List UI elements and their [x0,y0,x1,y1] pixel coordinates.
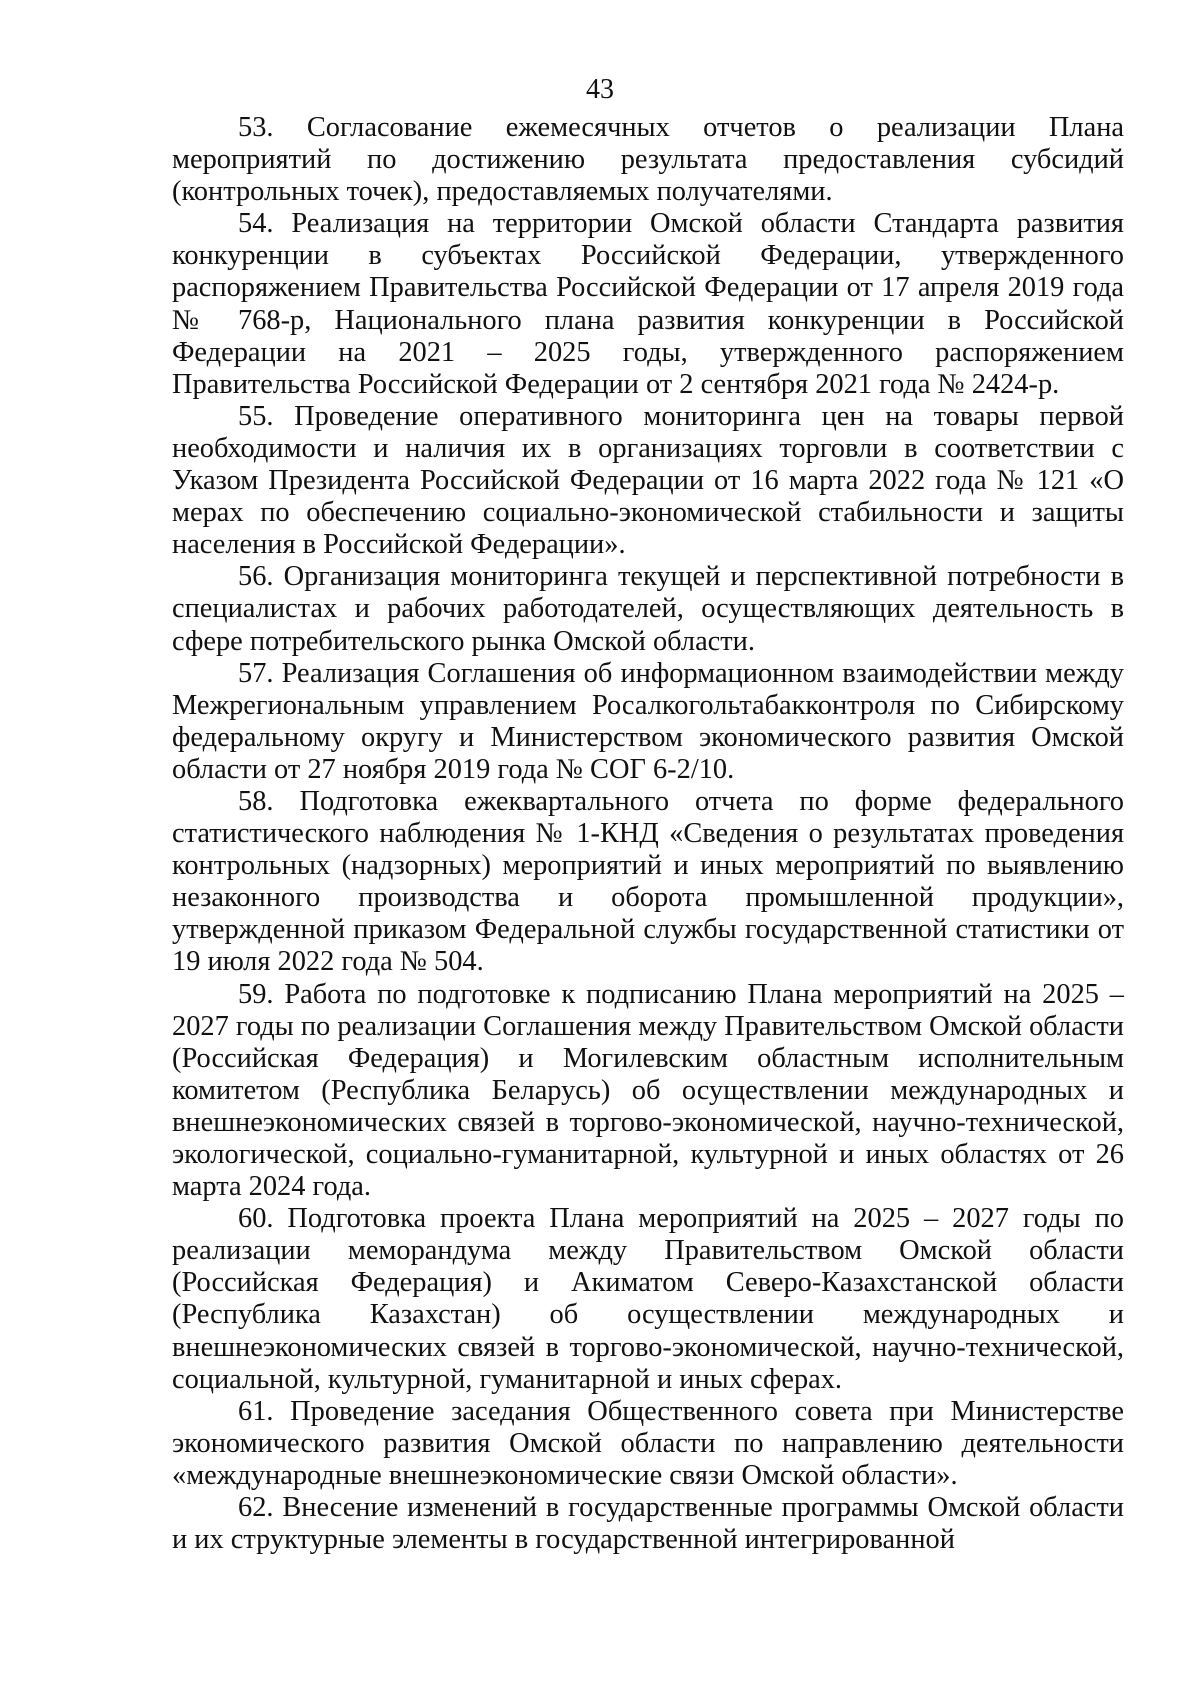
paragraph-54: 54. Реализация на территории Омской области Стандарта развития конкуренции в субъектах Российской Федерации, утвержденного распоряжением Правительства Российской Федерации от 17 апреля 2019 года № 768-р, Национального плана развития конкуренции в Российской Федерации на 2021 – 2025 годы, утвержденного распоряжением Правительства Российской Федерации от 2 сентября 2021 года № 2424-р. [172,208,1124,400]
paragraph-59: 59. Работа по подготовке к подписанию Плана мероприятий на 2025 – 2027 годы по реализации Соглашения между Правительством Омской области (Российская Федерация) и Могилевским областным исполнительным комитетом (Республика Беларусь) об осуществлении международных и внешнеэкономических связей в торгово-экономической, научно-технической, экологической, социально-гуманитарной, культурной и иных областях от 26 марта 2024 года. [172,978,1124,1203]
paragraph-53: 53. Согласование ежемесячных отчетов о реализации Плана мероприятий по достижению результата предоставления субсидий (контрольных точек), предоставляемых получателями. [172,112,1124,208]
paragraph-56: 56. Организация мониторинга текущей и перспективной потребности в специалистах и рабочих работодателей, осуществляющих деятельность в сфере потребительского рынка Омской области. [172,561,1124,657]
document-body [172,112,1124,1556]
paragraph-62: 62. Внесение изменений в государственные программы Омской области и их структурные элементы в государственной интегрированной [172,1492,1124,1556]
paragraph-58: 58. Подготовка ежеквартального отчета по форме федерального статистического наблюдения № 1-КНД «Сведения о результатах проведения контрольных (надзорных) мероприятий и иных мероприятий по выявлению незаконного производства и оборота промышленной продукции», утвержденной приказом Федеральной службы государственной статистики от 19 июля 2022 года № 504. [172,785,1124,978]
paragraph-57: 57. Реализация Соглашения об информационном взаимодействии между Межрегиональным управлением Росалкогольтабакконтроля по Сибирскому федеральному округу и Министерством экономического развития Омской области от 27 ноября 2019 года № СОГ 6-2/10. [172,657,1124,785]
paragraph-55: 55. Проведение оперативного мониторинга цен на товары первой необходимости и наличия их в организациях торговли в соответствии с Указом Президента Российской Федерации от 16 марта 2022 года № 121 «О мерах по обеспечению социально-экономической стабильности и защиты населения в Российской Федерации». [172,400,1124,561]
page-number: 43 [586,74,614,105]
paragraph-61: 61. Проведение заседания Общественного совета при Министерстве экономического развития Омской области по направлению деятельности «международные внешнеэкономические связи Омской области». [172,1395,1124,1491]
paragraph-60: 60. Подготовка проекта Плана мероприятий на 2025 – 2027 годы по реализации меморандума между Правительством Омской области (Российская Федерация) и Акиматом Северо-Казахстанской области (Республика Казахстан) об осуществлении международных и внешнеэкономических связей в торгово-экономической, научно-технической, социальной, культурной, гуманитарной и иных сферах. [172,1203,1124,1395]
